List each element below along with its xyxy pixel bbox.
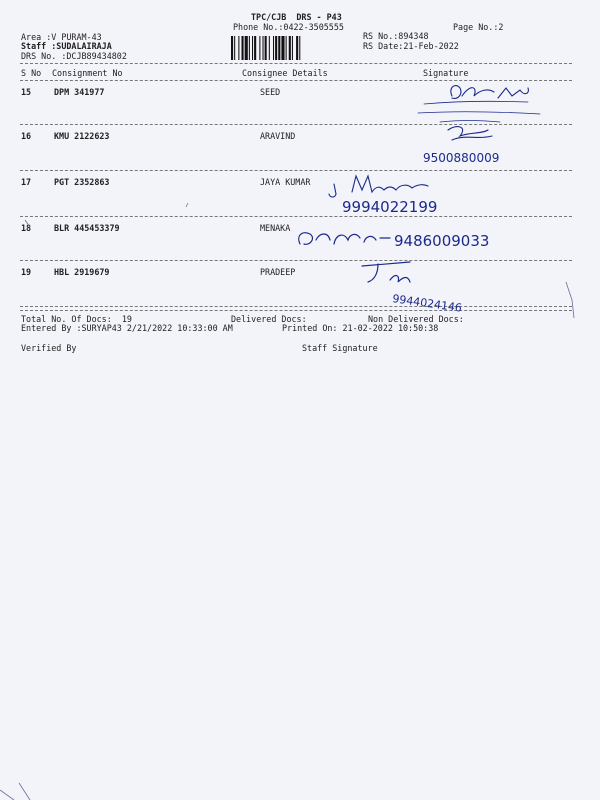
signature-19 xyxy=(362,262,410,282)
document-title: TPC/CJB DRS - P43 xyxy=(251,12,342,22)
total-docs: Total No. Of Docs: 19 xyxy=(21,314,132,324)
row-divider xyxy=(20,306,572,307)
signature-note: 9486009033 xyxy=(394,232,490,250)
column-header-sno: S No xyxy=(21,68,42,78)
row-sno: 18 xyxy=(21,223,32,233)
table-bottom-divider xyxy=(20,310,572,311)
signature-note: 9944024146 xyxy=(391,292,463,315)
row-consignment: PGT 2352863 xyxy=(54,177,110,187)
signature-note: 9994022199 xyxy=(342,198,438,216)
row-consignment: HBL 2919679 xyxy=(54,267,110,277)
staff-signature-label: Staff Signature xyxy=(302,343,378,353)
row-consignment: BLR 445453379 xyxy=(54,223,120,233)
barcode xyxy=(231,36,356,60)
column-header-consignment: Consignment No xyxy=(52,68,123,78)
row-divider xyxy=(20,260,572,261)
row-consignee: JAYA KUMAR xyxy=(260,177,311,187)
row-divider xyxy=(20,216,572,217)
rs-date: RS Date:21-Feb-2022 xyxy=(363,41,459,51)
page-number: Page No.:2 xyxy=(453,22,504,32)
delivered-docs: Delivered Docs: xyxy=(231,314,307,324)
ink-marks xyxy=(0,203,574,800)
rs-number: RS No.:894348 xyxy=(363,31,429,41)
column-header-signature: Signature xyxy=(423,68,469,78)
row-consignee: ARAVIND xyxy=(260,131,296,141)
signature-stamp-15 xyxy=(418,86,540,122)
header-divider xyxy=(20,63,572,64)
staff-field: Staff :SUDALAIRAJA xyxy=(21,41,112,51)
row-sno: 16 xyxy=(21,131,32,141)
phone-number: Phone No.:0422-3505555 xyxy=(233,22,344,32)
column-divider xyxy=(20,80,572,81)
row-sno: 19 xyxy=(21,267,32,277)
entered-by: Entered By :SURYAP43 2/21/2022 10:33:00 AM xyxy=(21,323,233,333)
row-consignee: PRADEEP xyxy=(260,267,296,277)
row-consignment: KMU 2122623 xyxy=(54,131,110,141)
row-consignment: DPM 341977 xyxy=(54,87,105,97)
row-divider xyxy=(20,170,572,171)
verified-by-label: Verified By xyxy=(21,343,77,353)
row-sno: 15 xyxy=(21,87,32,97)
column-header-consignee: Consignee Details xyxy=(242,68,328,78)
drs-number: DRS No. :DCJB89434802 xyxy=(21,51,127,61)
row-sno: 17 xyxy=(21,177,32,187)
printed-on: Printed On: 21-02-2022 10:50:38 xyxy=(282,323,439,333)
area-field: Area :V PURAM-43 xyxy=(21,32,102,42)
row-divider xyxy=(20,124,572,125)
signature-18 xyxy=(299,233,390,245)
signature-17 xyxy=(329,176,428,197)
signature-16 xyxy=(448,127,492,140)
non-delivered-docs: Non Delivered Docs: xyxy=(368,314,464,324)
row-consignee: SEED xyxy=(260,87,281,97)
row-consignee: MENAKA xyxy=(260,223,291,233)
signature-note: 9500880009 xyxy=(423,151,500,165)
